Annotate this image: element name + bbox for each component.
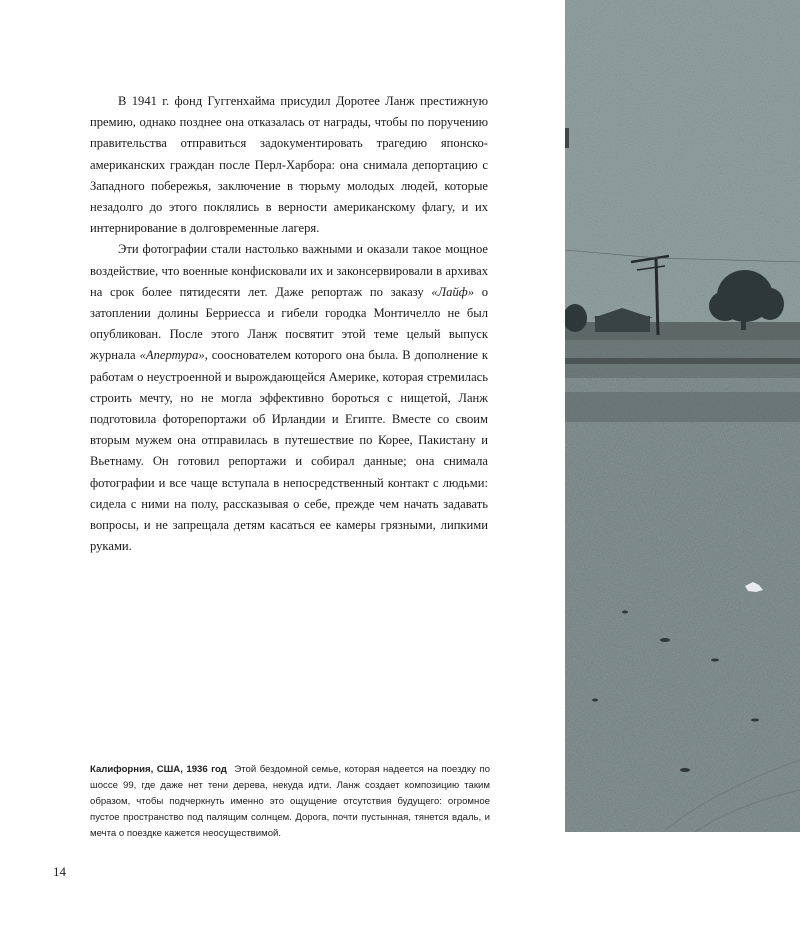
road-shadow: [565, 392, 800, 422]
magazine-life: «Лайф»: [431, 284, 475, 299]
road-photograph: [565, 0, 800, 832]
caption-text: Этой бездомной семье, которая надеется на поездку по шоссе 99, где даже нет тени дерева, некуда идти. Ланж создает композицию таким образом, чтобы подчеркнуть именно это ощущение отсутствия будущего: огромное пустое пространство под палящим солнцем. Дорога, почти пустынная, тянется вдаль, и мечта о поездке кажется неосуществимой.: [90, 764, 490, 839]
paragraph-2-part-b: о затоплении долины Берриесса и гибели городка Монтичелло не был опубликован. После этого Ланж посвятит этой теме целый выпуск журнала: [90, 284, 488, 363]
road-photograph-image: [565, 0, 800, 832]
road-surface: [565, 378, 800, 832]
paragraph-2-part-c: , сооснователем которого она была. В дополнение к работам о неустроенной и вырождающейся Америке, которая стремилась строить мечту, но не могла эффективно бороться с нищетой, Ланж подготовила фоторепортажи об Ирландии и Египте. Вместе со своим вторым мужем она отправилась в путешествие по Корее, Пакистану и Вьетнаму. Он готовил репортажи и собирал данные; она снимала фотографии и все чаще вступала в непосредственный контакт с людьми: сидела с ними на полу, рассказывая о себе, прежде чем начать задавать вопросы, и не запрещала детям касаться ее камеры грязными, липкими руками.: [90, 348, 488, 554]
main-text: [90, 91, 488, 557]
edge-mark: [565, 128, 569, 148]
magazine-aperture: «Апертура»: [139, 348, 205, 363]
paragraph-2: [90, 239, 488, 557]
caption-title: Калифорния, США, 1936 год: [90, 764, 227, 775]
photo-caption: [90, 762, 490, 842]
paragraph-2-part-a: Эти фотографии стали настолько важными и оказали такое мощное воздействие, что военные конфисковали их и законсервировали в архивах на срок более пятидесяти лет. Даже репортаж по заказу: [90, 242, 488, 299]
paragraph-1: В 1941 г. фонд Гуггенхайма присудил Доротее Ланж престижную премию, однако позднее она отказалась от награды, чтобы по поручению правительства отправиться задокументировать трагедию японско-американских граждан после Перл-Харбора: она снимала депортацию с Западного побережья, заключение в тюрьму молодых людей, которые незадолго до этого поклялись в верности американскому флагу, и их интернирование в долговременные лагеря.: [90, 94, 488, 236]
page-number: 14: [53, 864, 66, 879]
road-edge: [565, 358, 800, 364]
